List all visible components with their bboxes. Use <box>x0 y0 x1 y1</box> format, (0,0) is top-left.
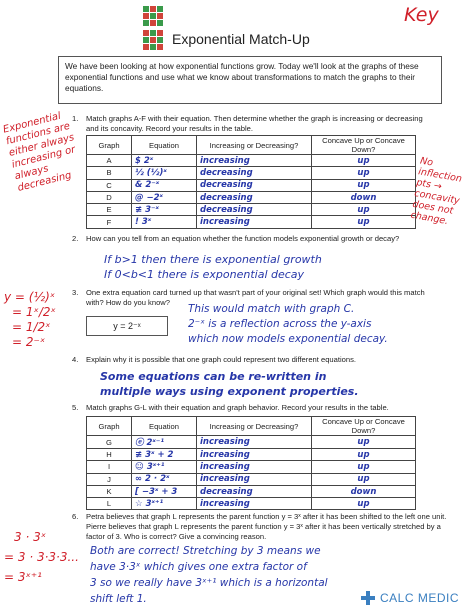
direction-cell: decreasing <box>197 191 312 203</box>
q5-number: 5. <box>72 403 79 412</box>
q2-number: 2. <box>72 234 79 243</box>
table-row <box>87 204 416 216</box>
graph-cell: I <box>87 461 132 473</box>
q4-number: 4. <box>72 355 79 364</box>
q2-text: How can you tell from an equation whether the function models exponential growth or decay? <box>86 234 400 243</box>
equation-cell: ☆ 3ˣ⁺¹ <box>132 498 197 510</box>
graph-cell: K <box>87 485 132 497</box>
graph-cell: G <box>87 436 132 449</box>
calc-medic-icon <box>360 590 376 606</box>
logo-icon <box>143 6 163 26</box>
table-row <box>87 216 416 228</box>
graph-cell: B <box>87 167 132 179</box>
concavity-cell: up <box>312 155 416 167</box>
graph-cell: L <box>87 498 132 510</box>
direction-cell: decreasing <box>197 179 312 191</box>
header-graph: Graph <box>87 136 132 155</box>
direction-cell: decreasing <box>197 485 312 497</box>
equation-cell: ∞ 2 · 2ˣ <box>132 473 197 485</box>
equation-cell: ⓔ 2ˣ⁻¹ <box>132 436 197 449</box>
q4-text: Explain why it is possible that one graph could represent two different equations. <box>86 355 357 364</box>
direction-cell: increasing <box>197 449 312 461</box>
graph-cell: J <box>87 473 132 485</box>
equation-cell: ! 3ˣ <box>132 216 197 228</box>
table-row <box>87 191 416 203</box>
q3-equation-card: y = 2⁻ˣ <box>86 316 168 336</box>
table-row <box>87 485 416 497</box>
table-header-row <box>87 136 416 155</box>
header-equation: Equation <box>132 136 197 155</box>
margin-line: = 3 · 3·3·3... <box>4 550 79 564</box>
q4-answer-line: multiple ways using exponent properties. <box>100 385 359 398</box>
q3-answer-line: which now models exponential decay. <box>188 333 388 345</box>
key-label: Key <box>404 4 439 26</box>
q1-number: 1. <box>72 114 79 123</box>
concavity-cell: down <box>312 191 416 203</box>
equation-cell: ≢ 3ˣ + 2 <box>132 449 197 461</box>
concavity-cell: down <box>312 485 416 497</box>
margin-line: 3 · 3ˣ <box>14 530 47 544</box>
equation-cell: ☺ 3ˣ⁺¹ <box>132 461 197 473</box>
page-title: Exponential Match-Up <box>172 31 310 47</box>
intro-box: We have been looking at how exponential functions grow. Today we'll look at the graphs of these exponential functions and use what we know about transformations to match the graphs to their equations. <box>58 56 442 104</box>
direction-cell: increasing <box>197 498 312 510</box>
q3-number: 3. <box>72 288 79 297</box>
concavity-cell: up <box>312 216 416 228</box>
margin-line: = 3ˣ⁺¹ <box>4 570 42 584</box>
q1-table <box>86 135 416 229</box>
direction-cell: increasing <box>197 216 312 228</box>
brand-name: CALC MEDIC <box>380 591 460 605</box>
margin-line: y = (½)ˣ <box>4 290 56 304</box>
margin-note-factor <box>4 527 79 587</box>
concavity-cell: up <box>312 498 416 510</box>
q3-text: One extra equation card turned up that wasn't part of your original set! Which graph would this match with? How do you know? <box>86 288 425 307</box>
table-row <box>87 436 416 449</box>
q6-answer-line: shift left 1. <box>90 593 147 605</box>
q2-answer-line: If 0<b<1 there is exponential decay <box>104 268 305 281</box>
graph-cell: C <box>87 179 132 191</box>
equation-cell: ≢ 3⁻ˣ <box>132 204 197 216</box>
graph-cell: E <box>87 204 132 216</box>
header-concavity: Concave Up or Concave Down? <box>312 417 416 436</box>
concavity-cell: up <box>312 167 416 179</box>
header-direction: Increasing or Decreasing? <box>197 417 312 436</box>
margin-line: = 1/2ˣ <box>12 320 51 334</box>
brand-logo <box>360 590 459 606</box>
equation-cell: @ −2ˣ <box>132 191 197 203</box>
q4-answer-line: Some equations can be re-written in <box>100 370 327 383</box>
concavity-cell: up <box>312 473 416 485</box>
header-concavity: Concave Up or Concave Down? <box>312 136 416 155</box>
q5-table <box>86 416 416 510</box>
direction-cell: increasing <box>197 155 312 167</box>
graph-cell: A <box>87 155 132 167</box>
q1-text: Match graphs A-F with their equation. Then determine whether the graph is increasing or decreasing and its concavity. Record your results in the table. <box>86 114 423 133</box>
q3-answer-line: 2⁻ˣ is a reflection across the y-axis <box>188 318 372 330</box>
concavity-cell: up <box>312 449 416 461</box>
equation-cell: & 2⁻ˣ <box>132 179 197 191</box>
equation-cell: ½ (½)ˣ <box>132 167 197 179</box>
margin-note-rewrite <box>4 290 56 350</box>
header-graph: Graph <box>87 417 132 436</box>
q6-answer-line: have 3·3ˣ which gives one extra factor of <box>90 561 307 573</box>
concavity-cell: up <box>312 204 416 216</box>
concavity-cell: up <box>312 179 416 191</box>
logo-icon <box>143 30 163 50</box>
concavity-cell: up <box>312 436 416 449</box>
table-row <box>87 167 416 179</box>
table-row <box>87 473 416 485</box>
table-header-row <box>87 417 416 436</box>
margin-note-exponential: Exponential functions are either always increasing or always decreasing <box>2 110 77 194</box>
q3-answer-line: This would match with graph C. <box>188 303 355 315</box>
table-row <box>87 179 416 191</box>
equation-cell: [ −3ˣ + 3 <box>132 485 197 497</box>
equation-cell: $ 2ˣ <box>132 155 197 167</box>
q2-answer-line: If b>1 then there is exponential growth <box>104 253 322 266</box>
graph-cell: H <box>87 449 132 461</box>
direction-cell: increasing <box>197 461 312 473</box>
direction-cell: increasing <box>197 436 312 449</box>
q6-text: Petra believes that graph L represents the parent function y = 3ˣ after it has been shifted to the left one unit. Pierre believes that graph L represents the parent function y = 3ˣ after it has been vertically stretched by a factor of 3. Who is correct? Give a convincing reason. <box>86 512 447 541</box>
table-row <box>87 461 416 473</box>
direction-cell: decreasing <box>197 167 312 179</box>
table-row <box>87 449 416 461</box>
graph-cell: F <box>87 216 132 228</box>
margin-line: = 1ˣ/2ˣ <box>12 305 56 319</box>
table-row <box>87 155 416 167</box>
q5-text: Match graphs G-L with their equation and graph behavior. Record your results in the table. <box>86 403 389 412</box>
margin-line: = 2⁻ˣ <box>12 335 46 349</box>
q6-number: 6. <box>72 512 79 521</box>
graph-cell: D <box>87 191 132 203</box>
q6-answer-line: Both are correct! Stretching by 3 means we <box>90 545 321 557</box>
table-row <box>87 498 416 510</box>
direction-cell: increasing <box>197 473 312 485</box>
direction-cell: decreasing <box>197 204 312 216</box>
header-equation: Equation <box>132 417 197 436</box>
q6-answer-line: 3 so we really have 3ˣ⁺¹ which is a horizontal <box>90 577 328 589</box>
header-direction: Increasing or Decreasing? <box>197 136 312 155</box>
margin-note-inflection: No inflection pts → concavity does not change. <box>409 155 463 228</box>
concavity-cell: up <box>312 461 416 473</box>
